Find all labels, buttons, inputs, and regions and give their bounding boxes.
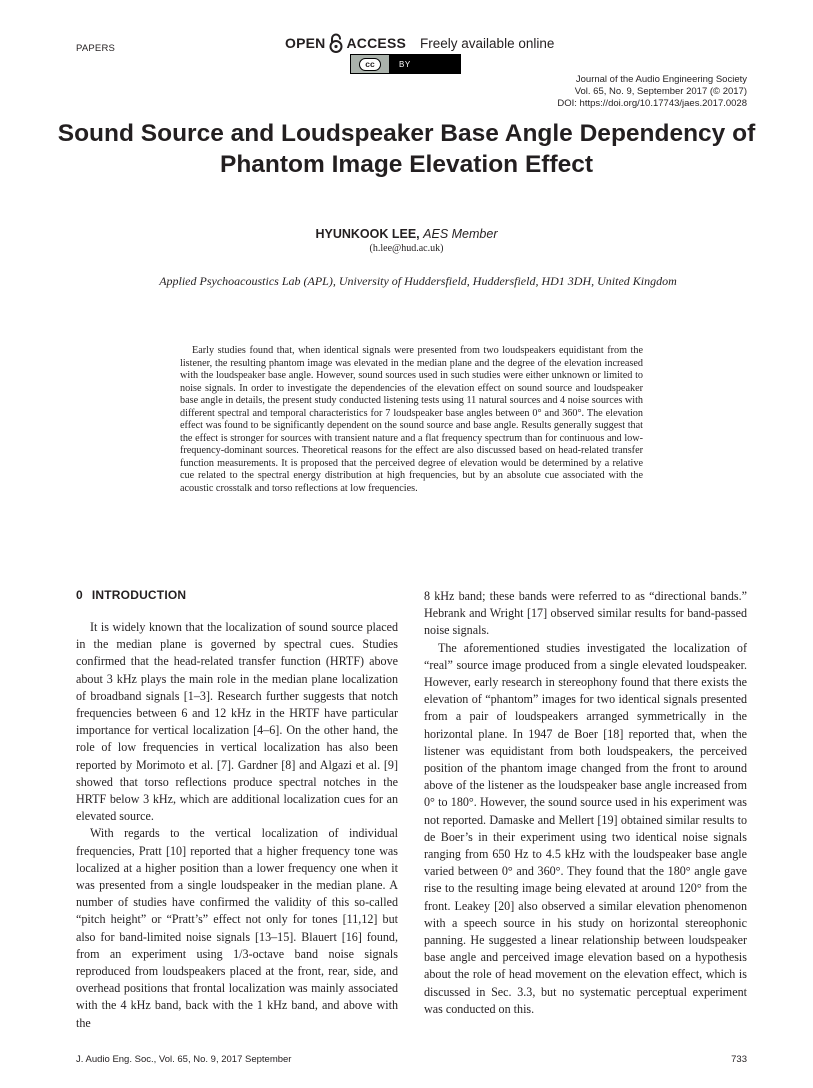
freely-available-text: Freely available online: [420, 35, 555, 51]
cc-label: cc: [359, 58, 381, 71]
footer-citation: J. Audio Eng. Soc., Vol. 65, No. 9, 2017 September: [76, 1054, 292, 1065]
affiliation: Applied Psychoacoustics Lab (APL), University of Huddersfield, Huddersfield, HD1 3DH, United Kingdom: [159, 274, 677, 288]
paragraph: It is widely known that the localization of sound source placed in the median plane is governed by spectral cues. Studies confirmed that the head-related transfer function (HRTF) above about 3 kHz plays the main role in the median plane localization of broadband signals [1–3]. Research further suggests that notch frequencies between 6 and 12 kHz in the HRTF have particular importance for vertical localization [4–6]. On the other hand, the role of low frequencies in vertical localization has also been reported by Morimoto et al. [7]. Gardner [8] and Algazi et al. [9] showed that torso reflections produce spectral notches in the HRTF below 3 kHz, which are additional localization cues for an elevated source.: [76, 620, 398, 824]
journal-info: [557, 74, 747, 110]
abstract: Early studies found that, when identical signals were presented from two loudspeakers equidistant from the listener, the resulting phantom image was elevated in the median plane and the degree of the elevation increased with the loudspeaker base angle. However, sound sources used in such studies were either unknown or limited to noise signals. In order to investigate the dependencies of the elevation effect on sound source and loudspeaker base angle in details, the present study conducted listening tests using 11 natural sources and 4 noise sources with different spectral and temporal characteristics for 7 loudspeaker base angles between 0° and 360°. The elevation effect was found to be significantly dependent on the sound source and base angle. Results generally suggest that the effect is stronger for sources with transient nature and a flat frequency spectrum than for continuous and low-frequency-dominant sources. Theoretical reasons for the effect are also discussed based on head-related transfer function measurements. It is proposed that the perceived degree of elevation would be determined by a relative cue related to the spectral energy distribution at high frequencies, but by an absolute cue associated with the acoustic crosstalk and torso reflections at low frequencies.: [180, 345, 643, 494]
open-access-access-text: ACCESS: [346, 35, 407, 51]
paper-title: Sound Source and Loudspeaker Base Angle Dependency of Phantom Image Elevation Effect: [57, 120, 756, 178]
open-access-open-text: OPEN: [285, 35, 326, 51]
section-label: PAPERS: [76, 43, 116, 54]
paragraph: 8 kHz band; these bands were referred to as “directional bands.” Hebrank and Wright [17] observed similar results for band-passed noise signals.: [424, 589, 747, 638]
author-line: [0, 227, 813, 241]
cc-icon: [351, 55, 389, 73]
section-title: INTRODUCTION: [91, 588, 187, 602]
paragraph: With regards to the vertical localization of individual frequencies, Pratt [10] reported that a higher frequency tone was localized at a higher position than a lower frequency one when it was presented from a single loudspeaker in the median plane. A number of studies have confirmed the validity of this so-called “pitch height” or “Pratt’s” effect not only for tones [11,12] but also for band-limited noise signals [13–15]. Blauert [16] found, from an experiment using 1/3-octave band noise signals reproduced from loudspeakers placed at the front, rear, side, and overhead positions that frontal localization was mainly associated with the 4 kHz band, back with the 1 kHz band, and above with the: [76, 826, 398, 1030]
right-column: [424, 588, 747, 1018]
left-column: [76, 588, 398, 1032]
by-label: BY: [399, 59, 411, 69]
page-number: 733: [731, 1054, 747, 1065]
journal-volume: Vol. 65, No. 9, September 2017 (© 2017): [574, 86, 747, 97]
section-number: 0: [76, 588, 83, 602]
author-email: (h.lee@hud.ac.uk): [369, 243, 444, 254]
paragraph: The aforementioned studies investigated the localization of “real” source image produced from a single elevated loudspeaker. However, early research in stereophony found that there exists the elevation of “phantom” images for two identical signals presented from a pair of loudspeakers arranged symmetrically in the horizontal plane. In 1947 de Boer [18] reported that, when the listener was equidistant from both loudspeakers, the perceived position of the phantom image changed from the front to around above of the listener as the loudspeaker base angle increased from 0° to 180°. However, the sound source used in his experiment was not reported. Damaske and Mellert [19] obtained similar results to de Boer’s in their experiment using two identical noise signals ranging from 650 Hz to 4.5 kHz with the loudspeaker base angle varied between 0° and 360°. They found that the 180° angle gave rise to the resulting image being elevated at around 120° from the front. Leakey [20] also observed a similar elevation phenomenon with a speech source in his study on horizontal stereophonic panning. He suggested a linear relationship between loudspeaker base angle and perceived image elevation based on a hypothesis about the role of head movement on the elevation effect, which is discussed in Sec. 3.3, but no systematic perceptual experiment was conducted on this.: [424, 640, 747, 1016]
author-name: HYUNKOOK LEE,: [315, 227, 420, 241]
journal-name: Journal of the Audio Engineering Society: [575, 74, 747, 85]
open-access-banner: [285, 33, 554, 53]
open-access-lock-icon: [328, 33, 344, 53]
author-membership: AES Member: [423, 227, 498, 241]
journal-doi: DOI: https://doi.org/10.17743/jaes.2017.0028: [557, 98, 747, 109]
section-heading-introduction: [76, 588, 398, 602]
cc-by-license-badge: [350, 54, 461, 74]
